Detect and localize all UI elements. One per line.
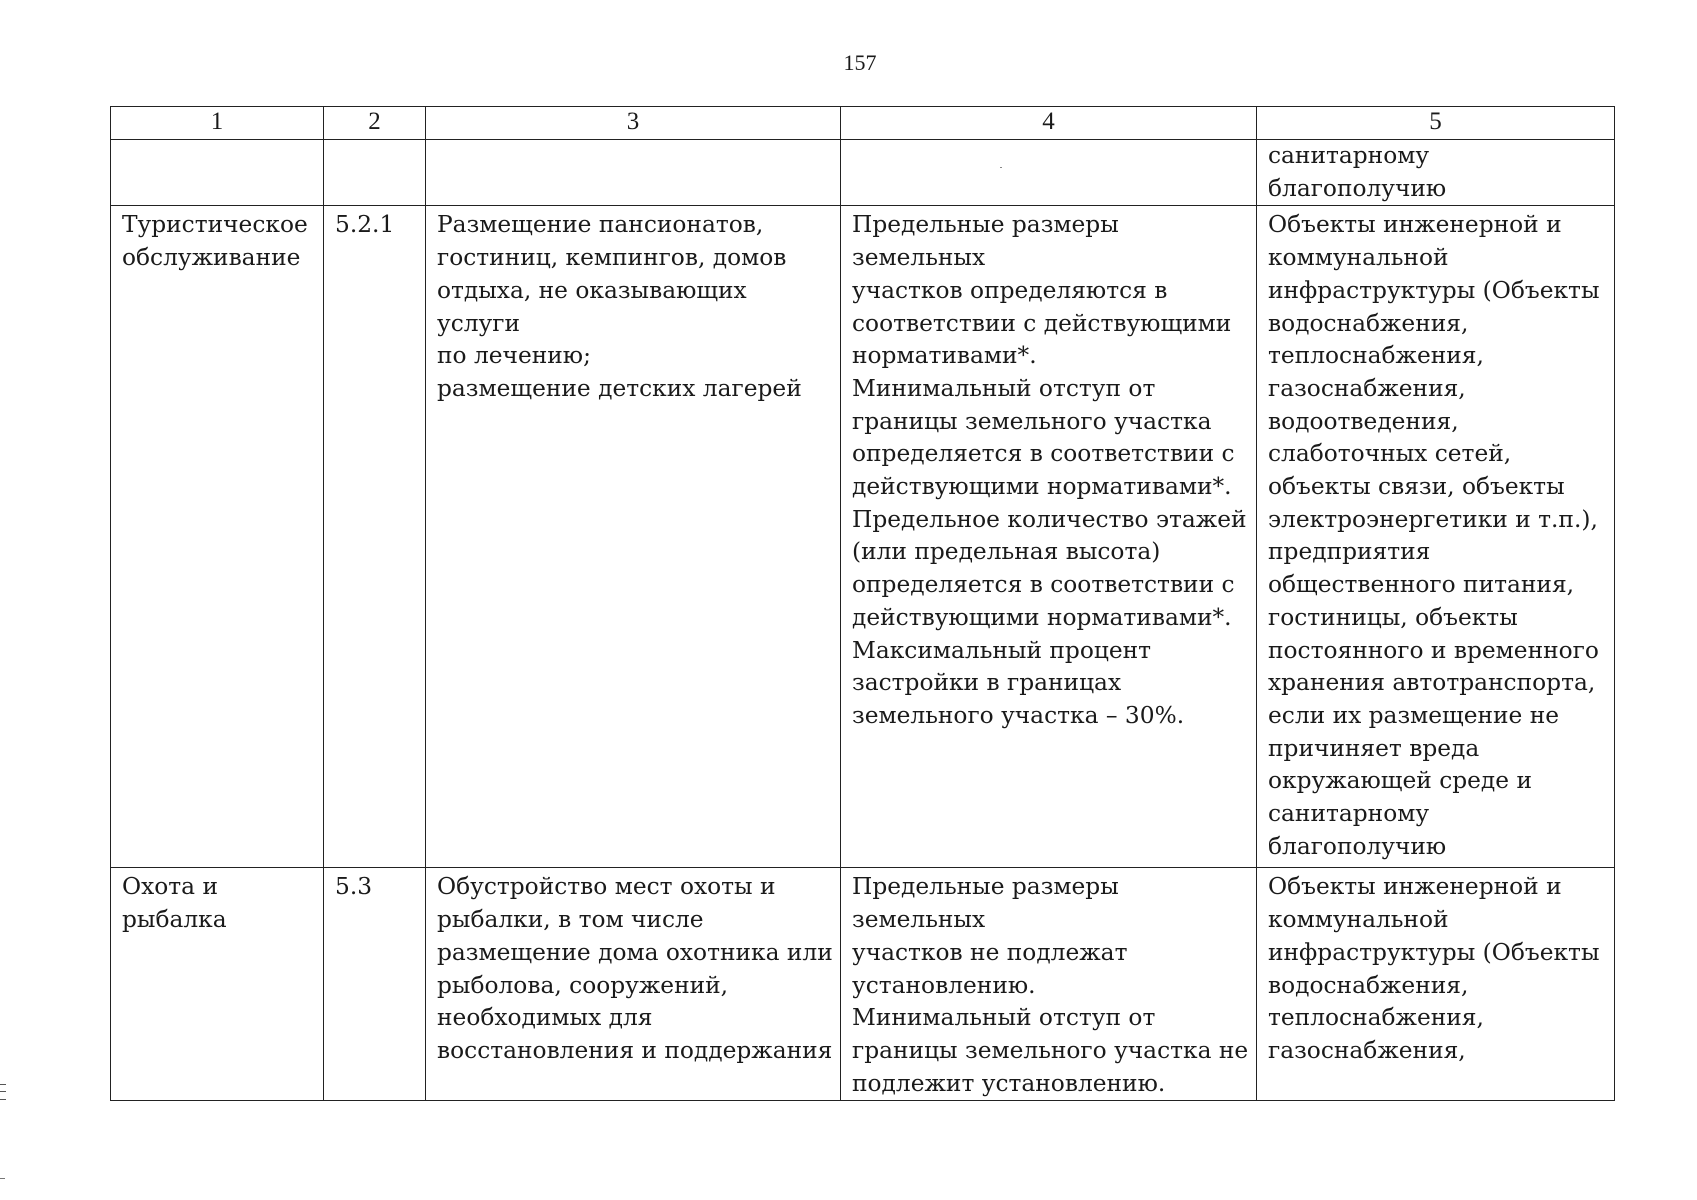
scan-speck bbox=[1000, 167, 1002, 168]
cell-land-use-code: 5.3 bbox=[324, 868, 426, 1101]
column-header-2: 2 bbox=[324, 107, 426, 140]
cell-limit-parameters: Предельные размеры земельных участков определяются в соответствии с действующими нормативами*. Минимальный отступ от границы земельного участка определяется в соответствии с действующими нормативами*. Предельное количество этажей (или предельная высота) определяется в соответствии с действующими нормативами*. Максимальный процент застройки в границах земельного участка – 30%. bbox=[841, 206, 1257, 868]
zoning-regulations-table bbox=[110, 106, 1615, 1101]
column-header-1: 1 bbox=[111, 107, 324, 140]
cell-land-use-description bbox=[426, 140, 841, 206]
column-header-5: 5 bbox=[1257, 107, 1615, 140]
table-row-continuation bbox=[111, 140, 1615, 206]
table-row-hunting-fishing bbox=[111, 868, 1615, 1101]
cell-limit-parameters bbox=[841, 140, 1257, 206]
page-number: 157 bbox=[843, 50, 877, 75]
cell-land-use-name bbox=[111, 140, 324, 206]
scan-edge-mark bbox=[0, 1084, 6, 1100]
cell-auxiliary-uses: Объекты инженерной и коммунальной инфраструктуры (Объекты водоснабжения, теплоснабжения, газоснабжения, водоотведения, слаботочных сетей, объекты связи, объекты электроэнергетики и т.п.), предприятия общественного питания, гостиницы, объекты постоянного и временного хранения автотранспорта, если их размещение не причиняет вреда окружающей среде и санитарному благополучию bbox=[1257, 206, 1615, 868]
table-row-tourism bbox=[111, 206, 1615, 868]
cell-limit-parameters: Предельные размеры земельных участков не подлежат установлению. Минимальный отступ от границы земельного участка не подлежит установлению. bbox=[841, 868, 1257, 1101]
cell-land-use-code: 5.2.1 bbox=[324, 206, 426, 868]
cell-land-use-description: Обустройство мест охоты и рыбалки, в том числе размещение дома охотника или рыболова, сооружений, необходимых для восстановления и поддержания bbox=[426, 868, 841, 1101]
cell-land-use-name: Охота и рыбалка bbox=[111, 868, 324, 1101]
column-header-4: 4 bbox=[841, 107, 1257, 140]
column-header-3: 3 bbox=[426, 107, 841, 140]
cell-land-use-name: Туристическое обслуживание bbox=[111, 206, 324, 868]
cell-land-use-code bbox=[324, 140, 426, 206]
table-header-row bbox=[111, 107, 1615, 140]
cell-auxiliary-uses: санитарному благополучию bbox=[1257, 140, 1615, 206]
scan-edge-dot bbox=[0, 1178, 5, 1179]
cell-land-use-description: Размещение пансионатов, гостиниц, кемпингов, домов отдыха, не оказывающих услуги по лечению; размещение детских лагерей bbox=[426, 206, 841, 868]
cell-auxiliary-uses: Объекты инженерной и коммунальной инфраструктуры (Объекты водоснабжения, теплоснабжения, газоснабжения, bbox=[1257, 868, 1615, 1101]
